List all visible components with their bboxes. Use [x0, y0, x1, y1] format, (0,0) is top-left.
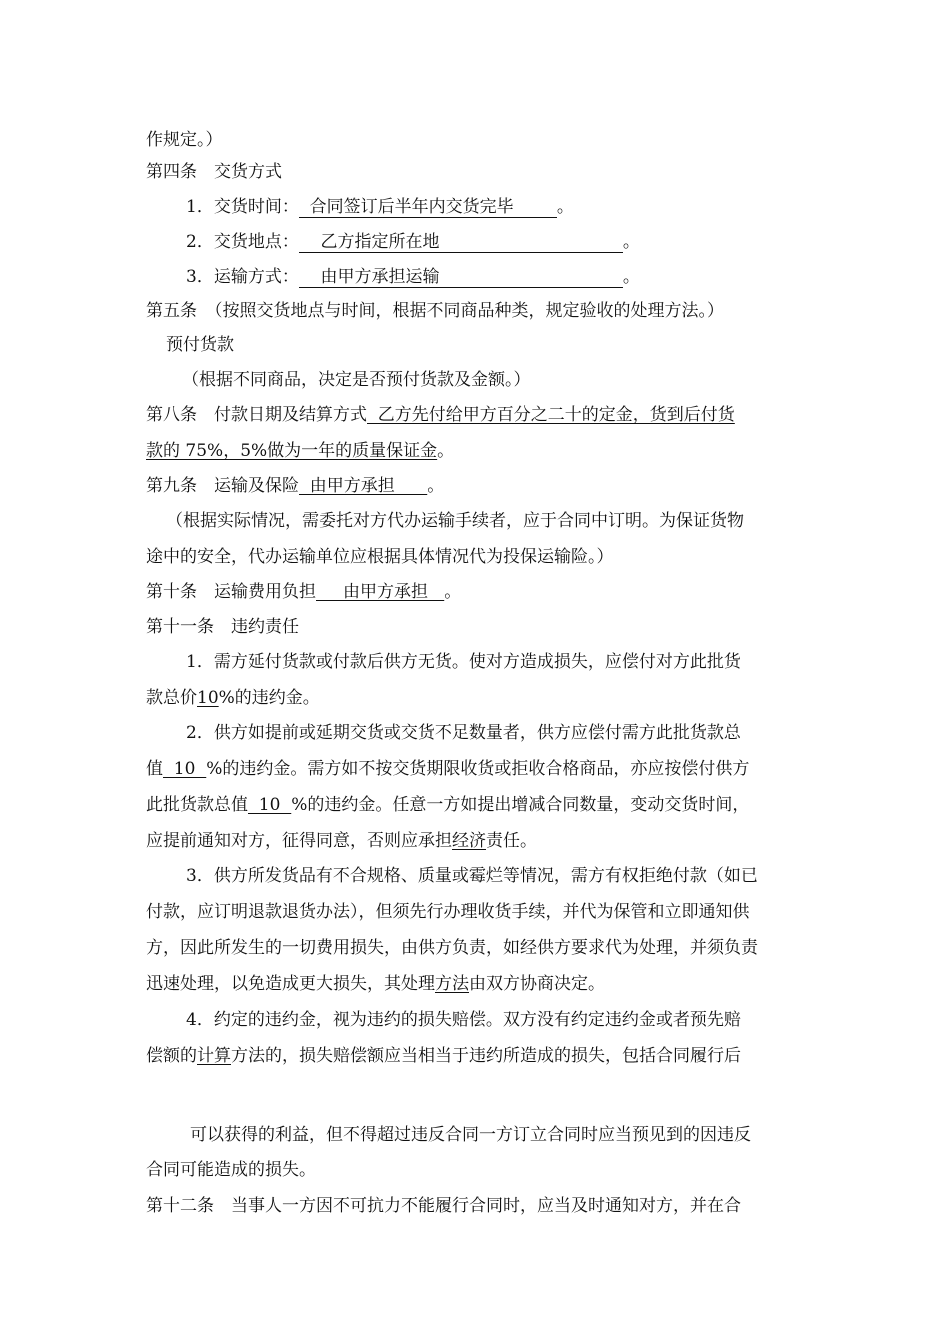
transport-cost-value: 由甲方承担: [316, 582, 445, 602]
line-text: 付款，应订明退款退货办法），但须先行办理收货手续，并代为保管和立即通知供: [146, 902, 750, 922]
line-text: 4．约定的违约金，视为违约的损失赔偿。双方没有约定违约金或者预先赔: [186, 1010, 741, 1030]
line-end: 。: [437, 441, 455, 461]
line-end: 。: [556, 197, 574, 217]
article-12-line: [146, 1195, 811, 1217]
text-line: [190, 1124, 855, 1146]
line-label: 第八条 付款日期及结算方式: [146, 405, 367, 425]
text-line: [186, 1009, 851, 1031]
payment-terms-value: 乙方先付给甲方百分之二十的定金，货到后付货: [367, 405, 735, 425]
prepayment-heading: [166, 334, 831, 356]
text-line: [146, 901, 811, 923]
transport-method-line: [186, 266, 851, 288]
article-10-line: [146, 581, 811, 603]
insurance-value: 由甲方承担: [299, 476, 428, 496]
article-5-line: [146, 300, 811, 322]
line-end: 。: [444, 582, 462, 602]
line-label: 第十条 运输费用负担: [146, 582, 316, 602]
text-line: [186, 865, 851, 887]
transport-method-value: 由甲方承担运输: [299, 267, 623, 288]
line-text: 途中的安全，代办运输单位应根据具体情况代为投保运输险。）: [146, 547, 614, 567]
payment-terms-value-cont: 款的 75%，5%做为一年的质量保证金: [146, 441, 438, 461]
line-text: 预付货款: [166, 335, 234, 355]
line-end: 。: [622, 232, 640, 252]
line-text: 责任。: [486, 831, 537, 851]
line-label: 3．运输方式：: [186, 267, 299, 287]
line-label: 2．交货地点：: [186, 232, 299, 252]
line-text: 2．供方如提前或延期交货或交货不足数量者，供方应偿付需方此批货款总: [186, 723, 741, 743]
line-end: 。: [622, 267, 640, 287]
penalty-rate-value: 10: [197, 688, 219, 708]
link-text: 经济: [452, 831, 486, 851]
line-text: 偿额的: [146, 1046, 197, 1066]
line-text: （根据不同商品，决定是否预付货款及金额。）: [182, 370, 531, 390]
text-line: [146, 1045, 811, 1067]
line-text: %的违约金。: [218, 688, 320, 708]
text-line: [186, 722, 851, 744]
text-line: [146, 687, 811, 709]
line-text: 合同可能造成的损失。: [146, 1160, 316, 1180]
line-text: 方法的，损失赔偿额应当相当于违约所造成的损失，包括合同履行后: [231, 1046, 741, 1066]
line-text: 由双方协商决定。: [469, 974, 605, 994]
line-text: 值: [146, 759, 163, 779]
line-text: %的违约金。任意一方如提出增减合同数量，变动交货时间，: [291, 795, 750, 815]
line-text: 1．需方延付货款或付款后供方无货。使对方造成损失，应偿付对方此批货: [186, 652, 741, 672]
line-text: 方，因此所发生的一切费用损失，由供方负责，如经供方要求代为处理，并须负责: [146, 938, 758, 958]
text-line: [146, 973, 811, 995]
line-text: 第十一条 违约责任: [146, 617, 299, 637]
delivery-place-line: [186, 231, 851, 253]
link-text: 方法: [435, 974, 469, 994]
text-line: [146, 546, 811, 568]
text-line: [166, 510, 831, 532]
text-line: [146, 129, 811, 151]
article-9-line: [146, 475, 811, 497]
article-4-heading: [146, 161, 811, 183]
text-line: [146, 937, 811, 959]
line-text: 应提前通知对方，征得同意，否则应承担: [146, 831, 452, 851]
delivery-time-value: 合同签订后半年内交货完毕: [299, 197, 557, 218]
penalty-rate-value: 10: [248, 795, 292, 815]
line-text: 3．供方所发货品有不合规格、质量或霉烂等情况，需方有权拒绝付款（如已: [186, 866, 758, 886]
delivery-place-value: 乙方指定所在地: [299, 232, 623, 253]
prepayment-note: [182, 369, 847, 391]
line-text: 款总价: [146, 688, 197, 708]
text-line: [186, 651, 851, 673]
delivery-time-line: [186, 196, 851, 218]
line-text: 可以获得的利益，但不得超过违反合同一方订立合同时应当预见到的因违反: [190, 1125, 751, 1145]
text-line: [146, 794, 811, 816]
line-label: 第九条 运输及保险: [146, 476, 299, 496]
line-text: 第五条 （按照交货地点与时间，根据不同商品种类，规定验收的处理方法。）: [146, 301, 724, 321]
penalty-rate-value: 10: [163, 759, 207, 779]
line-text: 迅速处理，以免造成更大损失，其处理: [146, 974, 435, 994]
line-text: 第十二条 当事人一方因不可抗力不能履行合同时，应当及时通知对方，并在合: [146, 1196, 741, 1216]
line-label: 1．交货时间：: [186, 197, 299, 217]
line-end: 。: [427, 476, 445, 496]
line-text: 作规定。）: [146, 130, 223, 150]
text-line: [146, 1159, 811, 1181]
line-text: 此批货款总值: [146, 795, 248, 815]
article-8-continuation: [146, 440, 811, 462]
article-11-heading: [146, 616, 811, 638]
text-line: [146, 830, 811, 852]
line-text: （根据实际情况，需委托对方代办运输手续者，应于合同中订明。为保证货物: [166, 511, 744, 531]
link-text: 计算: [197, 1046, 231, 1066]
article-8-line: [146, 404, 811, 426]
text-line: [146, 758, 811, 780]
line-text: %的违约金。需方如不按交货期限收货或拒收合格商品，亦应按偿付供方: [206, 759, 750, 779]
line-text: 第四条 交货方式: [146, 162, 282, 182]
